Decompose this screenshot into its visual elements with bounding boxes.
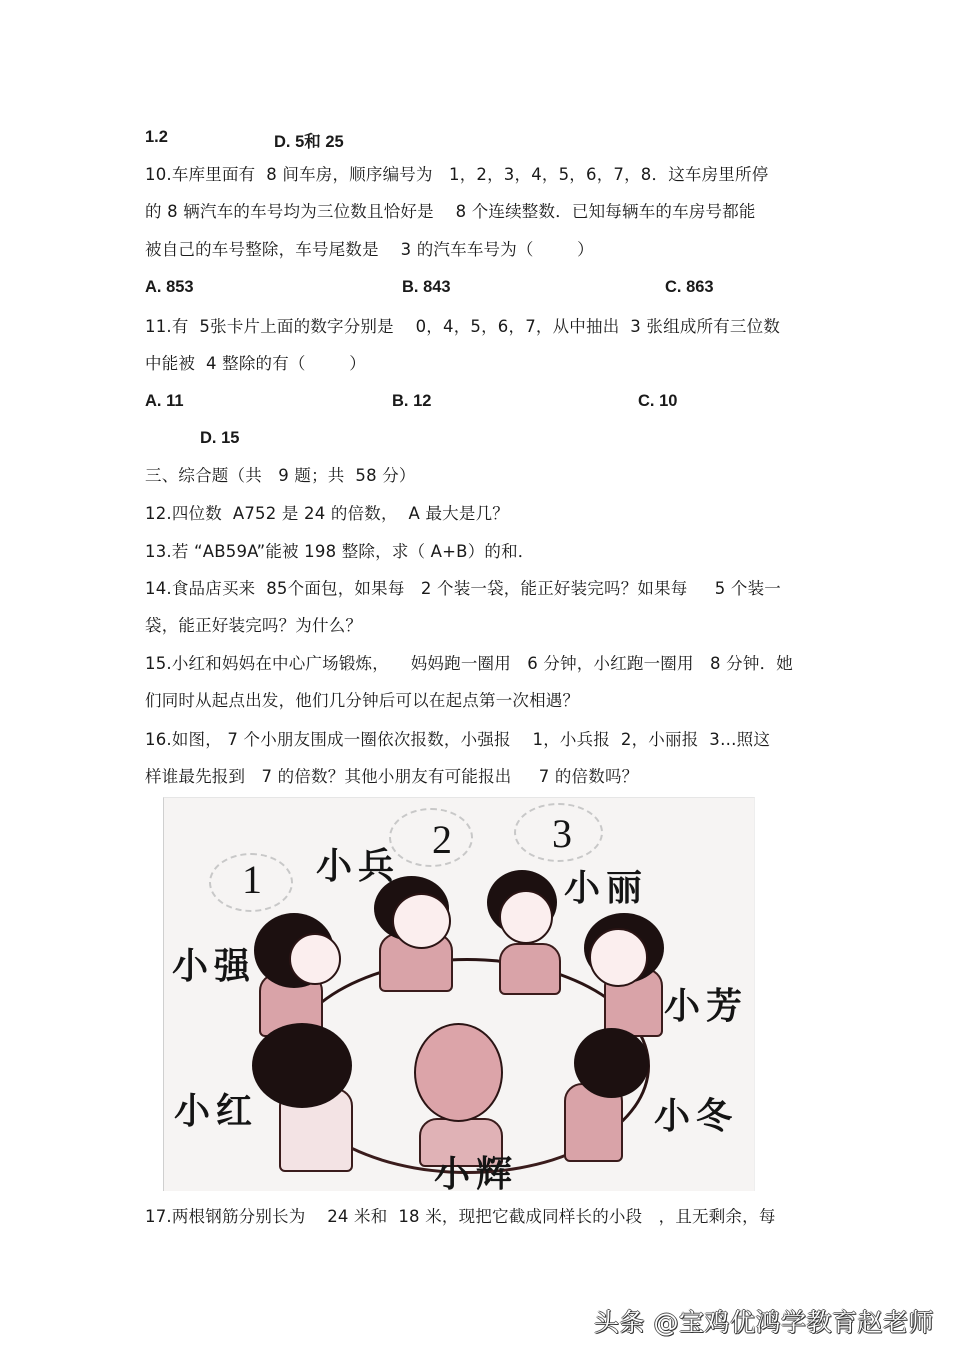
q10-option-b: B. 843 (402, 278, 451, 296)
q11-option-d: D. 15 (200, 429, 240, 447)
label-xiaofang: 小芳 (664, 985, 749, 1027)
q14-line-2: 袋，能正好装完吗？为什么？ (145, 616, 363, 635)
kid-xiaoqiang-face (289, 933, 341, 985)
kid-xiaohong-head (252, 1023, 352, 1108)
q10-option-a: A. 853 (145, 278, 194, 296)
kid-xiaoli-body (499, 943, 561, 995)
q11-option-a: A. 11 (145, 392, 184, 410)
kid-xiaofang-face (589, 928, 648, 987)
number-1: 1 (242, 857, 262, 902)
label-xiaoli: 小丽 (564, 867, 649, 909)
label-xiaobing: 小兵 (316, 845, 401, 887)
label-xiaodong: 小冬 (654, 1095, 739, 1137)
q11-line-2: 中能被 4 整除的有（ ） (145, 354, 366, 373)
q13: 13.若 “AB59A”能被 198 整除，求（ A+B）的和． (145, 542, 535, 561)
number-3: 3 (552, 811, 572, 856)
kid-xiaobing-face (392, 893, 451, 949)
q10-line-3: 被自己的车号整除，车号尾数是 3 的汽车车号为（ ） (145, 240, 594, 259)
speech-bubble-2 (389, 808, 473, 867)
q10-line-2: 的 8 辆汽车的车号均为三位数且恰好是 8 个连续整数．已知每辆车的车房号都能 (145, 202, 756, 221)
q14-line-1: 14.食品店买来 85个面包，如果每 2 个装一袋，能正好装完吗？如果每 5 个装一 (145, 579, 781, 598)
label-xiaoqiang: 小强 (172, 945, 257, 987)
number-2: 2 (432, 817, 452, 862)
q15-line-2: 们同时从起点出发，他们几分钟后可以在起点第一次相遇？ (145, 691, 580, 710)
q9-option-d: D. 5和 25 (274, 133, 344, 151)
kid-xiaoli-face (499, 890, 553, 944)
q17: 17.两根钢筋分别长为 24 米和 18 米，现把它截成同样长的小段 ，且无剩余，每 (145, 1207, 776, 1226)
q12: 12.四位数 A752 是 24 的倍数， A 最大是几？ (145, 504, 509, 523)
kid-xiaohui-cap (414, 1023, 503, 1122)
q10-option-c: C. 863 (665, 278, 714, 296)
q9-option-c-fragment: 1.2 (145, 128, 168, 146)
q15-line-1: 15.小红和妈妈在中心广场锻炼， 妈妈跑一圈用 6 分钟，小红跑一圈用 8 分钟．她 (145, 654, 793, 673)
section-heading: 三、综合题（共 9 题；共 58 分） (145, 466, 416, 485)
q11-line-1: 11.有 5张卡片上面的数字分别是 0，4，5，6，7，从中抽出 3 张组成所有三位数 (145, 317, 781, 336)
label-xiaohong: 小红 (174, 1090, 259, 1132)
q16-line-1: 16.如图， 7 个小朋友围成一圈依次报数，小强报 1，小兵报 2，小丽报 3…照这 (145, 730, 771, 749)
q11-option-b: B. 12 (392, 392, 432, 410)
q10-line-1: 10.车库里面有 8 间车房，顺序编号为 1，2，3，4，5，6，7，8．这车房里所停 (145, 165, 769, 184)
kid-xiaodong-head (574, 1028, 649, 1098)
children-circle-illustration (163, 797, 755, 1195)
watermark: 头条 @宝鸡优鸿学教育赵老师 (594, 1308, 934, 1337)
q11-option-c: C. 10 (638, 392, 678, 410)
q16-line-2: 样谁最先报到 7 的倍数？其他小朋友有可能报出 7 的倍数吗？ (145, 767, 639, 786)
label-xiaohui: 小辉 (434, 1153, 519, 1195)
